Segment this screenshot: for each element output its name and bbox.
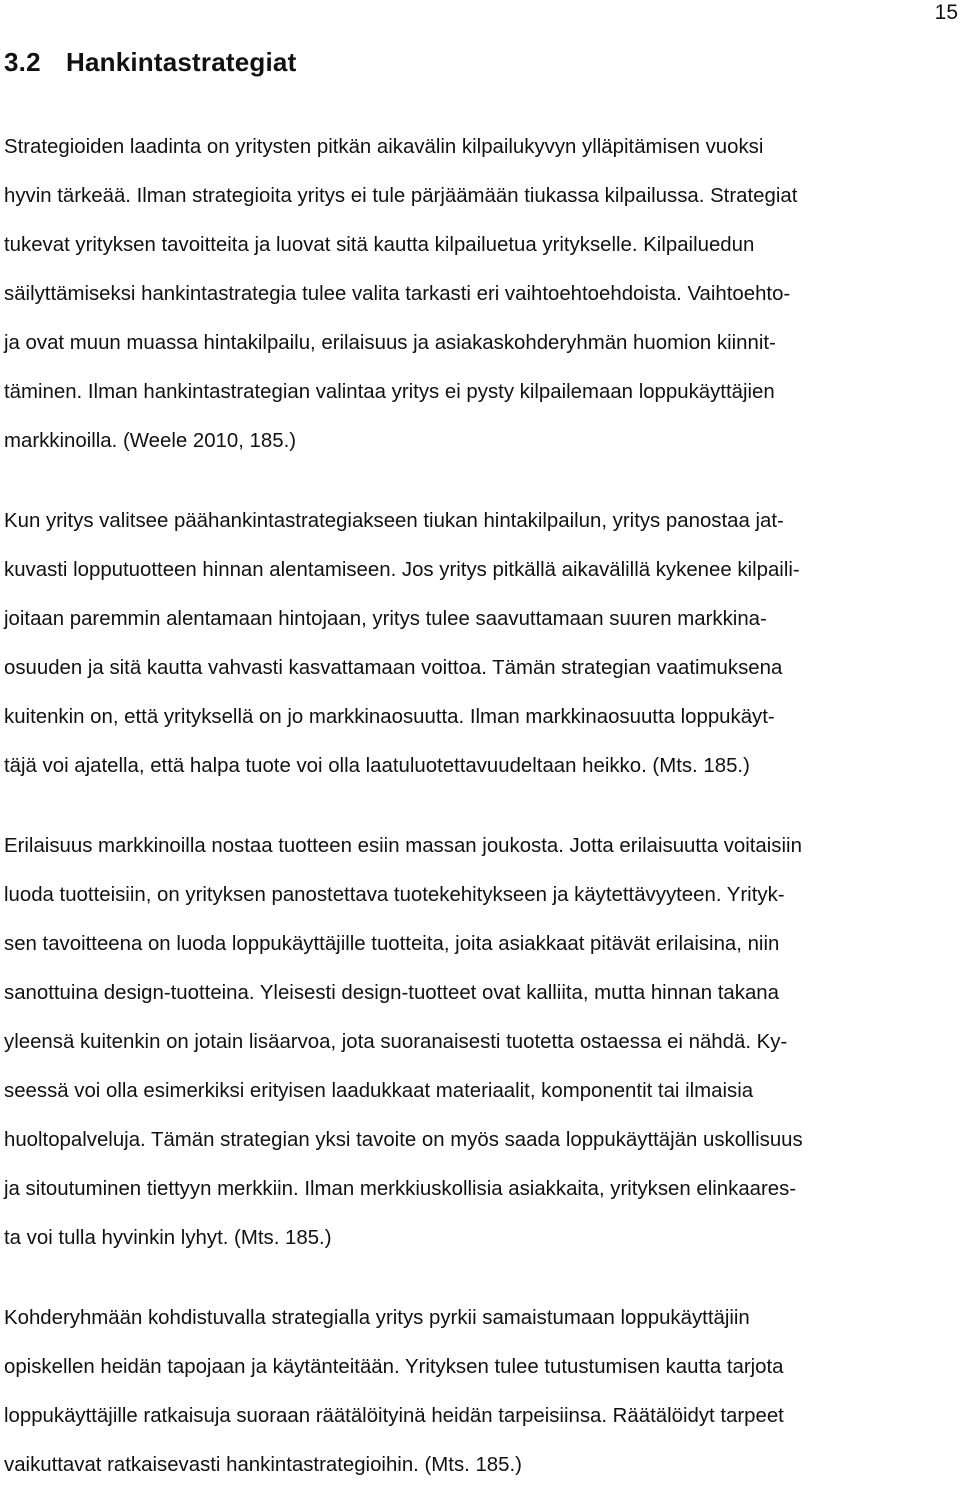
paragraph-2 — [4, 497, 960, 791]
text-line: kuvasti lopputuotteen hinnan alentamiseen. Jos yritys pitkällä aikavälillä kykenee kilpaili- — [4, 559, 800, 581]
text-line: markkinoilla. (Weele 2010, 185.) — [4, 430, 297, 452]
text-line: loppukäyttäjille ratkaisuja suoraan räätälöityinä heidän tarpeisiinsa. Räätälöidyt tarpeet — [4, 1405, 784, 1427]
text-line: luoda tuotteisiin, on yrityksen panostettava tuotekehitykseen ja käytettävyyteen. Yrityk- — [4, 884, 785, 906]
text-line: ja ovat muun muassa hintakilpailu, erilaisuus ja asiakaskohderyhmän huomion kiinnit- — [4, 332, 776, 354]
text-line: osuuden ja sitä kautta vahvasti kasvattamaan voittoa. Tämän strategian vaatimuksena — [4, 657, 783, 679]
paragraph-4 — [4, 1294, 960, 1490]
section-heading — [4, 42, 296, 82]
text-line: tukevat yrityksen tavoitteita ja luovat sitä kautta kilpailuetua yritykselle. Kilpailuedun — [4, 234, 755, 256]
text-line: Kohderyhmään kohdistuvalla strategialla yritys pyrkii samaistumaan loppukäyttäjiin — [4, 1307, 750, 1329]
text-line: Erilaisuus markkinoilla nostaa tuotteen esiin massan joukosta. Jotta erilaisuutta voitaisiin — [4, 835, 802, 857]
paragraph-3 — [4, 822, 960, 1263]
text-line: kuitenkin on, että yrityksellä on jo markkinaosuutta. Ilman markkinaosuutta loppukäyt- — [4, 706, 775, 728]
paragraph-1 — [4, 123, 960, 466]
text-line: sen tavoitteena on luoda loppukäyttäjille tuotteita, joita asiakkaat pitävät erilaisina, niin — [4, 933, 780, 955]
text-line: huoltopalveluja. Tämän strategian yksi tavoite on myös saada loppukäyttäjän uskollisuus — [4, 1129, 803, 1151]
section-title: Hankintastrategiat — [66, 47, 297, 77]
text-line: opiskellen heidän tapojaan ja käytänteitään. Yrityksen tulee tutustumisen kautta tarjota — [4, 1356, 784, 1378]
text-line: täjä voi ajatella, että halpa tuote voi olla laatuluotettavuudeltaan heikko. (Mts. 185.) — [4, 755, 750, 777]
text-line: yleensä kuitenkin on jotain lisäarvoa, jota suoranaisesti tuotetta ostaessa ei nähdä. Ky- — [4, 1031, 788, 1053]
text-line: ta voi tulla hyvinkin lyhyt. (Mts. 185.) — [4, 1227, 332, 1249]
text-line: Kun yritys valitsee päähankintastrategiakseen tiukan hintakilpailun, yritys panostaa jat- — [4, 510, 784, 532]
text-line: täminen. Ilman hankintastrategian valintaa yritys ei pysty kilpailemaan loppukäyttäjien — [4, 381, 775, 403]
text-line: joitaan paremmin alentamaan hintojaan, yritys tulee saavuttamaan suuren markkina- — [4, 608, 767, 630]
text-line: Strategioiden laadinta on yritysten pitkän aikavälin kilpailukyvyn ylläpitämisen vuoksi — [4, 136, 764, 158]
body-text — [4, 123, 960, 1490]
text-line: ja sitoutuminen tiettyyn merkkiin. Ilman merkkiuskollisia asiakkaita, yrityksen elinkaares- — [4, 1178, 797, 1200]
text-line: hyvin tärkeää. Ilman strategioita yritys ei tule pärjäämään tiukassa kilpailussa. Strategiat — [4, 185, 798, 207]
section-number: 3.2 — [4, 47, 41, 77]
text-line: seessä voi olla esimerkiksi erityisen laadukkaat materiaalit, komponentit tai ilmaisia — [4, 1080, 754, 1102]
page-number: 15 — [934, 1, 958, 24]
text-line: vaikuttavat ratkaisevasti hankintastrategioihin. (Mts. 185.) — [4, 1454, 522, 1476]
text-line: sanottuina design-tuotteina. Yleisesti design-tuotteet ovat kalliita, mutta hinnan takana — [4, 982, 779, 1004]
text-line: säilyttämiseksi hankintastrategia tulee valita tarkasti eri vaihtoehtoehdoista. Vaihtoehto- — [4, 283, 791, 305]
